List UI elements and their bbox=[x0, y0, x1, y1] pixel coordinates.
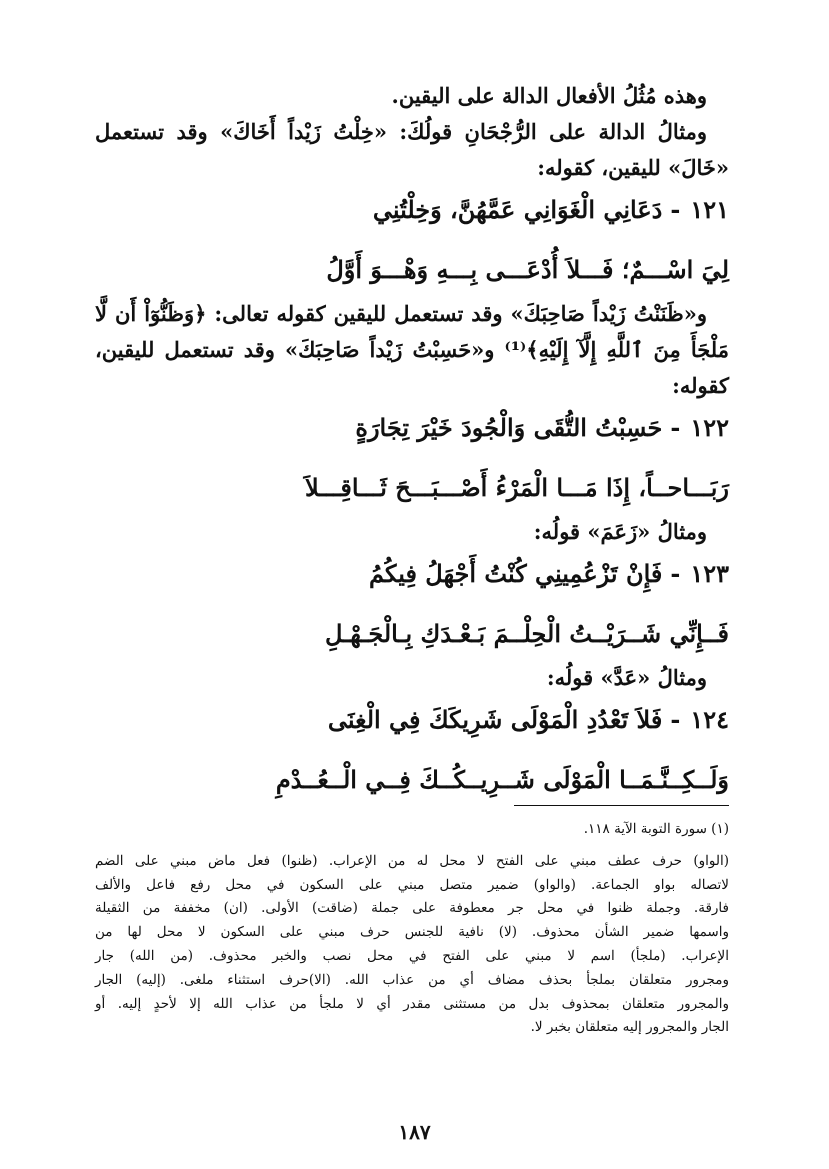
verse-124-second-hemistich bbox=[95, 760, 729, 800]
footnote-line: الإعراب. (ملجأ) اسم لا مبني على الفتح في محل نصب والخبر محذوف. (من الله) جار bbox=[95, 947, 729, 964]
verse-123-first-hemistich bbox=[95, 554, 729, 594]
paragraph-line: مَلْجَأَ مِنَ ٱللَّهِ إِلَّآ إِلَيْهِ﴾⁽¹⁾ و«حَسِبْتُ زَيْداً صَاحِبَكَ» وقد تستعمل لليقين، bbox=[95, 337, 730, 362]
verse-text: دَعَانِي الْغَوَانِي عَمَّهُنَّ، وَخِلْتُنِي bbox=[372, 195, 663, 224]
verse-number: ١٢١ bbox=[690, 195, 729, 224]
paragraph-line: ومثالُ الدالة على الرُّجْحَانِ قولُكَ: «خِلْتُ زَيْداً أَخَاكَ» وقد تستعمل bbox=[95, 119, 707, 144]
verse-text: حَسِبْتُ التُّقَى وَالْجُودَ خَيْرَ تِجَارَةٍ bbox=[355, 413, 663, 442]
main-text bbox=[95, 78, 729, 806]
verse-122-first-hemistich bbox=[95, 408, 729, 448]
verse-text: وَلَــكِــنَّـمَــا الْمَوْلَى شَــرِيــكُــكَ فِــي الْــعُــدْمِ bbox=[275, 765, 729, 794]
footnote-line: الجار والمجرور إليه متعلقان بخبر لا. bbox=[530, 1019, 729, 1036]
verse-dash: - bbox=[670, 195, 681, 224]
footnote-line: فارقة. وجملة ظنوا في محل جر معطوفة على جملة (ضاقت) الأولى. (ان) مخففة من الثقيلة bbox=[95, 900, 729, 917]
footnote-line: لاتصاله بواو الجماعة. (والواو) ضمير متصل مبني على السكون في محل رفع فاعل والألف bbox=[95, 876, 729, 893]
verse-number: ١٢٣ bbox=[690, 559, 729, 588]
footnote-line: والمجرور متعلقان بمحذوف بدل من مستثنى مقدر أي لا ملجأ من عذاب الله إلا لأحدٍ إليه. أو bbox=[95, 995, 729, 1012]
verse-text: فَــإِنِّي شَــرَيْــتُ الْحِلْــمَ بَـعْـدَكِ بِـالْجَـهْـلِ bbox=[325, 619, 729, 648]
verse-dash: - bbox=[670, 413, 681, 442]
footnote-line: (الواو) حرف عطف مبني على الفتح لا محل له من الإعراب. (ظنوا) فعل ماض مبني على الضم bbox=[95, 852, 729, 869]
footnote-divider bbox=[514, 805, 729, 806]
verse-text: رَبَـــاحــاً، إِذَا مَـــا الْمَرْءُ أَصْـــبَـــحَ ثَـــاقِـــلاَ bbox=[304, 473, 729, 502]
footnote-line: ومجرور متعلقان بملجأ بحذف مضاف أي من عذاب الله. (الا)حرف استثناء ملغى. (إليه) الجار bbox=[95, 971, 729, 988]
footnote-line: واسمها ضمير الشأن محذوف. (لا) نافية للجنس حرف مبني على السكون لا محل لها من bbox=[95, 924, 729, 941]
verse-number: ١٢٤ bbox=[690, 705, 729, 734]
verse-123-second-hemistich bbox=[95, 614, 729, 654]
verse-121-first-hemistich bbox=[95, 190, 729, 230]
verse-text: لِيَ اسْـــمٌ؛ فَـــلاَ أُدْعَـــى بِـــهِ وَهْـــوَ أَوَّلُ bbox=[326, 255, 729, 284]
paragraph-line: وهذه مُثُلُ الأفعال الدالة على اليقين. bbox=[391, 83, 707, 108]
verse-124-first-hemistich bbox=[95, 700, 729, 740]
verse-number: ١٢٢ bbox=[690, 413, 729, 442]
paragraph-line: و«ظَنَنْتُ زَيْداً صَاحِبَكَ» وقد تستعمل لليقين كقوله تعالى: ﴿وَظَنُّوٓاْ أَن لَّا bbox=[95, 301, 707, 326]
verse-text: فَإِنْ تَزْعُمِينِي كُنْتُ أَجْهَلُ فِيكُمُ bbox=[369, 559, 663, 588]
paragraph-line: «خَالَ» لليقين، كقوله: bbox=[537, 155, 729, 180]
page-number: ١٨٧ bbox=[398, 1120, 431, 1144]
footnotes bbox=[95, 818, 729, 1040]
paragraph-line: ومثالُ «زَعَمَ» قولُه: bbox=[533, 519, 707, 544]
verse-dash: - bbox=[670, 559, 681, 588]
verse-text: فَلاَ تَعْدُدِ الْمَوْلَى شَرِيكَكَ فِي الْغِنَى bbox=[327, 705, 663, 734]
paragraph-line: كقوله: bbox=[672, 373, 729, 398]
verse-122-second-hemistich bbox=[95, 468, 729, 508]
verse-121-second-hemistich bbox=[95, 250, 729, 290]
paragraph-line: ومثالُ «عَدَّ» قولُه: bbox=[546, 665, 707, 690]
footnote-reference: (١) سورة التوبة الآية ١١٨. bbox=[583, 821, 729, 837]
verse-dash: - bbox=[670, 705, 681, 734]
